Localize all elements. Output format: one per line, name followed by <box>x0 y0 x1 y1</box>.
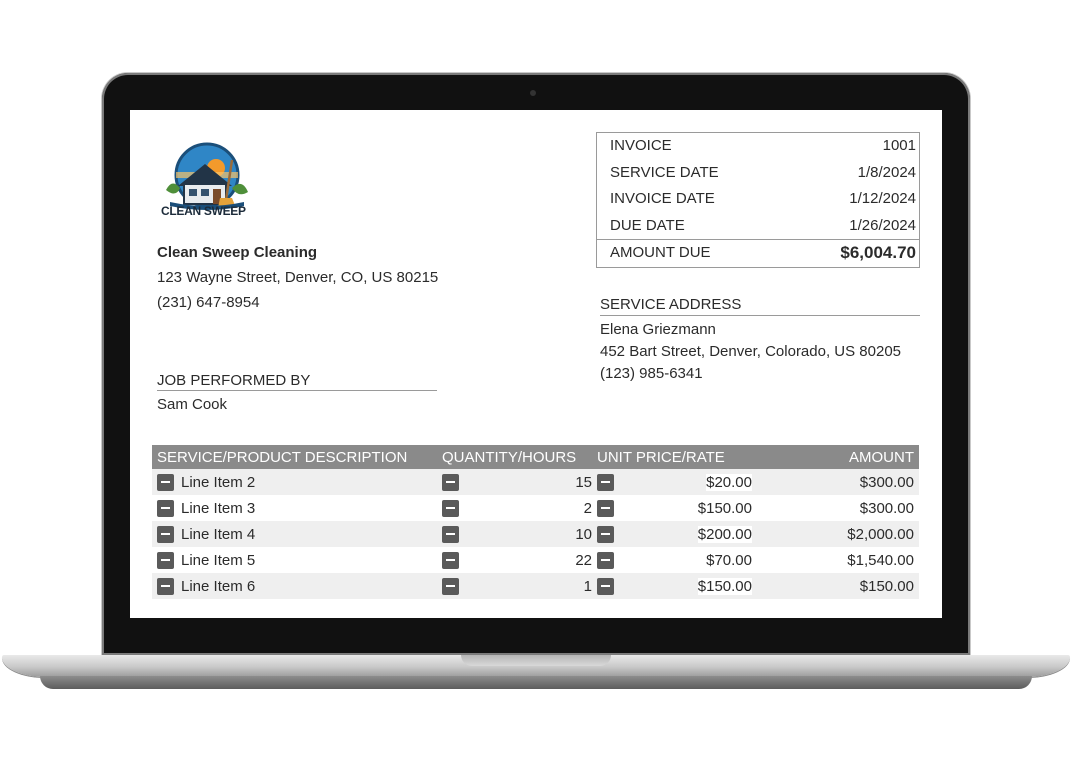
company-name: Clean Sweep Cleaning <box>157 244 318 261</box>
invoice-label: INVOICE <box>610 137 672 154</box>
invoice-screen <box>130 110 942 618</box>
item-description[interactable]: Line Item 5 <box>181 551 256 569</box>
invoice-summary <box>596 132 920 268</box>
item-quantity[interactable]: 1 <box>583 577 592 595</box>
item-quantity[interactable]: 15 <box>575 473 592 491</box>
due-date-row <box>597 213 919 240</box>
remove-quantity-button[interactable] <box>442 552 459 569</box>
remove-row-button[interactable] <box>157 578 174 595</box>
item-description[interactable]: Line Item 2 <box>181 473 256 491</box>
item-unit-price[interactable]: $150.00 <box>697 499 752 517</box>
item-description[interactable]: Line Item 3 <box>181 499 256 517</box>
invoice-number-row <box>597 133 919 160</box>
service-date-label: SERVICE DATE <box>610 163 719 181</box>
table-row <box>152 521 919 547</box>
remove-row-button[interactable] <box>157 474 174 491</box>
invoice-date[interactable]: 1/12/2024 <box>849 190 916 207</box>
service-address <box>600 296 920 382</box>
table-row <box>152 495 919 521</box>
webcam <box>530 90 536 96</box>
due-date-label: DUE DATE <box>610 216 685 234</box>
col-unit-price-header: UNIT PRICE/RATE <box>597 449 725 466</box>
remove-price-button[interactable] <box>597 552 614 569</box>
item-amount: $300.00 <box>859 473 914 491</box>
remove-quantity-button[interactable] <box>442 474 459 491</box>
company-address: 123 Wayne Street, Denver, CO, US 80215 <box>157 269 439 286</box>
col-quantity-header: QUANTITY/HOURS <box>442 449 577 466</box>
table-row <box>152 547 919 573</box>
service-address-header: SERVICE ADDRESS <box>600 296 920 316</box>
col-amount-header: AMOUNT <box>849 449 914 466</box>
item-quantity[interactable]: 2 <box>583 499 592 517</box>
amount-due: $6,004.70 <box>840 243 916 262</box>
item-unit-price[interactable]: $150.00 <box>697 577 752 595</box>
remove-price-button[interactable] <box>597 526 614 543</box>
client-phone[interactable]: (123) 985-6341 <box>600 365 703 382</box>
item-description[interactable]: Line Item 4 <box>181 525 256 543</box>
remove-quantity-button[interactable] <box>442 578 459 595</box>
remove-price-button[interactable] <box>597 500 614 517</box>
remove-price-button[interactable] <box>597 578 614 595</box>
company-info <box>157 244 438 319</box>
job-performed-by <box>157 372 437 413</box>
client-address[interactable]: 452 Bart Street, Denver, Colorado, US 80205 <box>600 343 902 360</box>
service-date-row <box>597 160 919 187</box>
remove-quantity-button[interactable] <box>442 500 459 517</box>
item-description[interactable]: Line Item 6 <box>181 577 256 595</box>
invoice-number[interactable]: 1001 <box>882 137 916 154</box>
table-row <box>152 469 919 495</box>
job-header: JOB PERFORMED BY <box>157 372 437 391</box>
remove-row-button[interactable] <box>157 500 174 517</box>
remove-row-button[interactable] <box>157 552 174 569</box>
job-performer-name[interactable]: Sam Cook <box>157 396 228 413</box>
line-items-table <box>152 445 919 599</box>
client-name[interactable]: Elena Griezmann <box>600 321 716 338</box>
col-description-header: SERVICE/PRODUCT DESCRIPTION <box>157 449 408 466</box>
item-amount: $150.00 <box>859 577 914 595</box>
table-row <box>152 573 919 599</box>
laptop-notch <box>461 655 611 666</box>
due-date[interactable]: 1/26/2024 <box>849 216 916 234</box>
item-amount: $300.00 <box>859 499 914 517</box>
item-quantity[interactable]: 22 <box>575 551 592 569</box>
invoice-date-row <box>597 186 919 213</box>
table-body <box>152 469 919 599</box>
amount-due-label: AMOUNT DUE <box>610 244 711 261</box>
logo-text: CLEAN SWEEP <box>161 204 246 218</box>
item-quantity[interactable]: 10 <box>575 525 592 543</box>
item-unit-price[interactable]: $20.00 <box>706 473 752 491</box>
remove-quantity-button[interactable] <box>442 526 459 543</box>
item-unit-price[interactable]: $200.00 <box>697 525 752 543</box>
invoice-date-label: INVOICE DATE <box>610 190 715 207</box>
remove-price-button[interactable] <box>597 474 614 491</box>
remove-row-button[interactable] <box>157 526 174 543</box>
amount-due-row <box>597 239 919 267</box>
item-amount: $1,540.00 <box>847 551 914 569</box>
company-phone: (231) 647-8954 <box>157 294 260 311</box>
service-date[interactable]: 1/8/2024 <box>857 163 916 181</box>
table-header <box>152 445 919 469</box>
laptop-base-bottom <box>40 676 1032 689</box>
item-amount: $2,000.00 <box>847 525 914 543</box>
item-unit-price[interactable]: $70.00 <box>706 551 752 569</box>
